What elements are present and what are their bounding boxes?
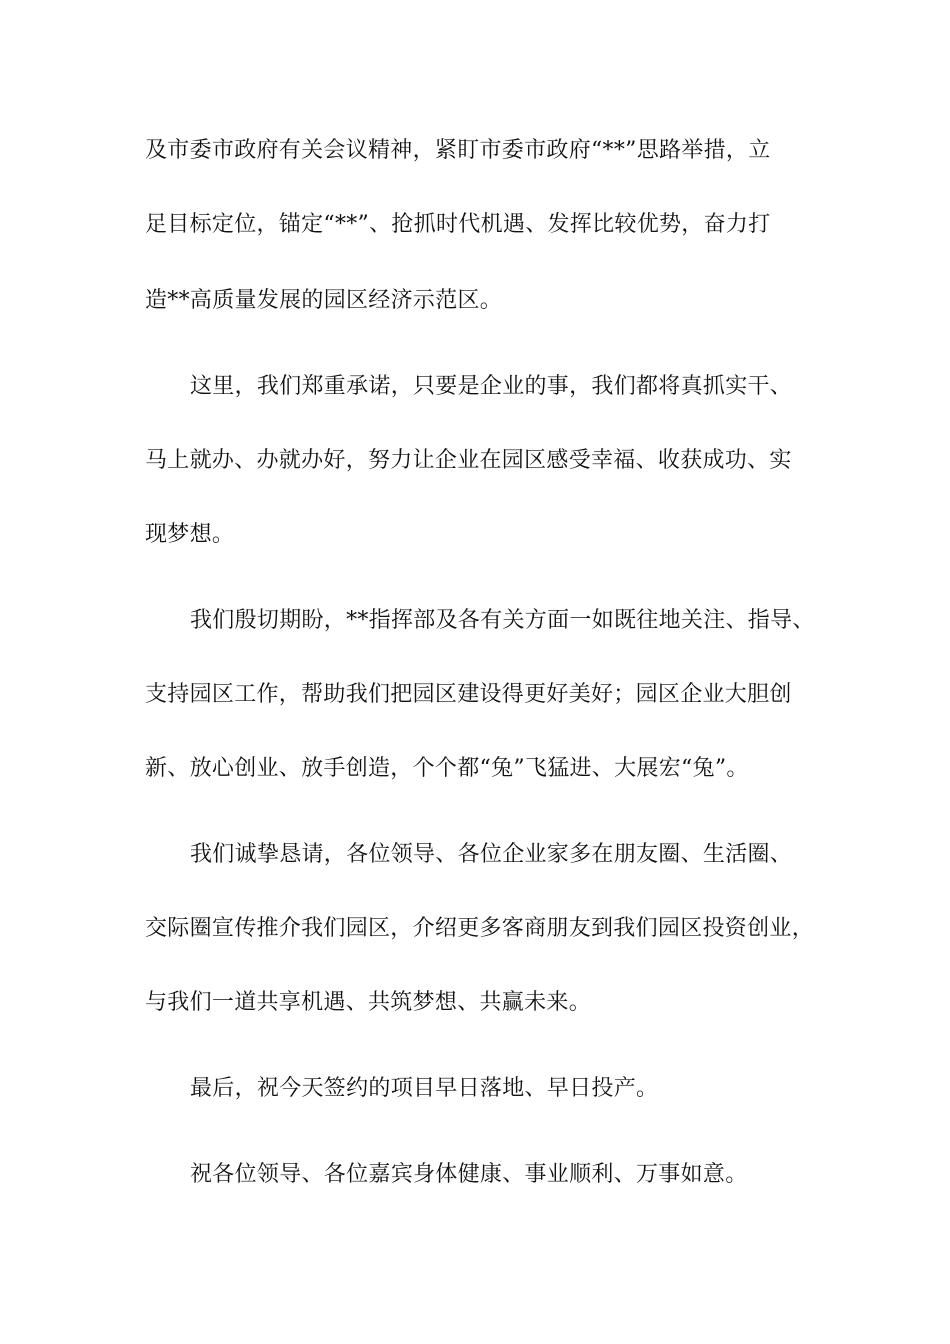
text-line: 交际圈宣传推介我们园区，介绍更多客商朋友到我们园区投资创业，	[145, 916, 815, 941]
text-line: 马上就办、办就办好，努力让企业在园区感受幸福、收获成功、实	[145, 448, 792, 473]
paragraph-start-line: 这里，我们郑重承诺，只要是企业的事，我们都将真抓实干、	[190, 374, 793, 399]
paragraph-start-line: 最后，祝今天签约的项目早日落地、早日投产。	[190, 1076, 659, 1101]
text-line: 足目标定位，锚定“**”、抢抓时代机遇、发挥比较优势，奋力打	[145, 212, 771, 237]
paragraph-start-line: 祝各位领导、各位嘉宾身体健康、事业顺利、万事如意。	[190, 1162, 748, 1187]
paragraph-start-line: 我们殷切期盼，**指挥部及各有关方面一如既往地关注、指导、	[190, 608, 815, 633]
paragraph-start-line: 我们诚挚恳请，各位领导、各位企业家多在朋友圈、生活圈、	[190, 842, 793, 867]
text-line: 新、放心创业、放手创造，个个都“兔”飞猛进、大展宏“兔”。	[145, 756, 749, 781]
text-line: 造**高质量发展的园区经济示范区。	[145, 288, 503, 313]
text-line: 及市委市政府有关会议精神，紧盯市委市政府“**”思路举措，立	[145, 138, 771, 163]
text-line: 现梦想。	[145, 522, 235, 547]
text-line: 与我们一道共享机遇、共筑梦想、共赢未来。	[145, 990, 592, 1015]
text-line: 支持园区工作，帮助我们把园区建设得更好美好；园区企业大胆创	[145, 682, 792, 707]
